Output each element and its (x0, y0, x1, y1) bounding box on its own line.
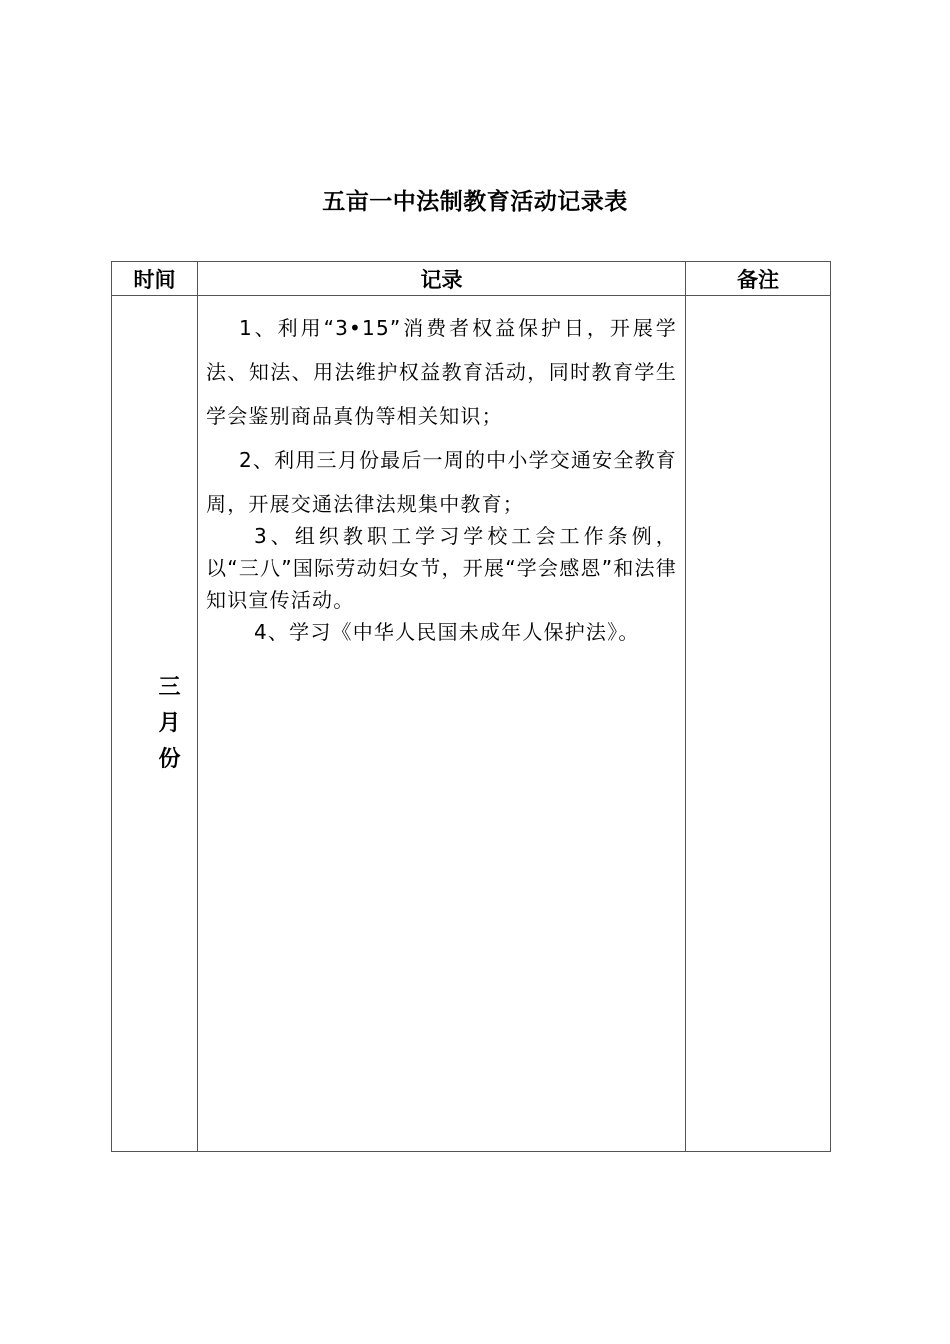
record-cell (198, 296, 686, 1152)
document-title: 五亩一中法制教育活动记录表 (322, 189, 628, 215)
header-time: 时间 (112, 262, 198, 296)
table-row (112, 296, 831, 1152)
record-item-2: 2、利用三月份最后一周的中小学交通安全教育周，开展交通法律法规集中教育； (206, 448, 677, 516)
header-record: 记录 (198, 262, 686, 296)
table-header-row (112, 262, 831, 296)
record-item-4: 4、学习《中华人民国未成年人保护法》。 (254, 620, 640, 644)
record-table (111, 261, 831, 1152)
month-label: 三月份 (158, 674, 181, 772)
record-item-3: 3、组织教职工学习学校工会工作条例，以“三八”国际劳动妇女节，开展“学会感恩”和法律知识宣传活动。 (206, 524, 677, 612)
record-item-1: 1、利用“3•15”消费者权益保护日，开展学法、知法、用法维护权益教育活动，同时教育学生学会鉴别商品真伪等相关知识； (206, 316, 677, 428)
header-note: 备注 (686, 262, 831, 296)
month-cell (112, 296, 198, 1152)
note-cell (686, 296, 831, 1152)
